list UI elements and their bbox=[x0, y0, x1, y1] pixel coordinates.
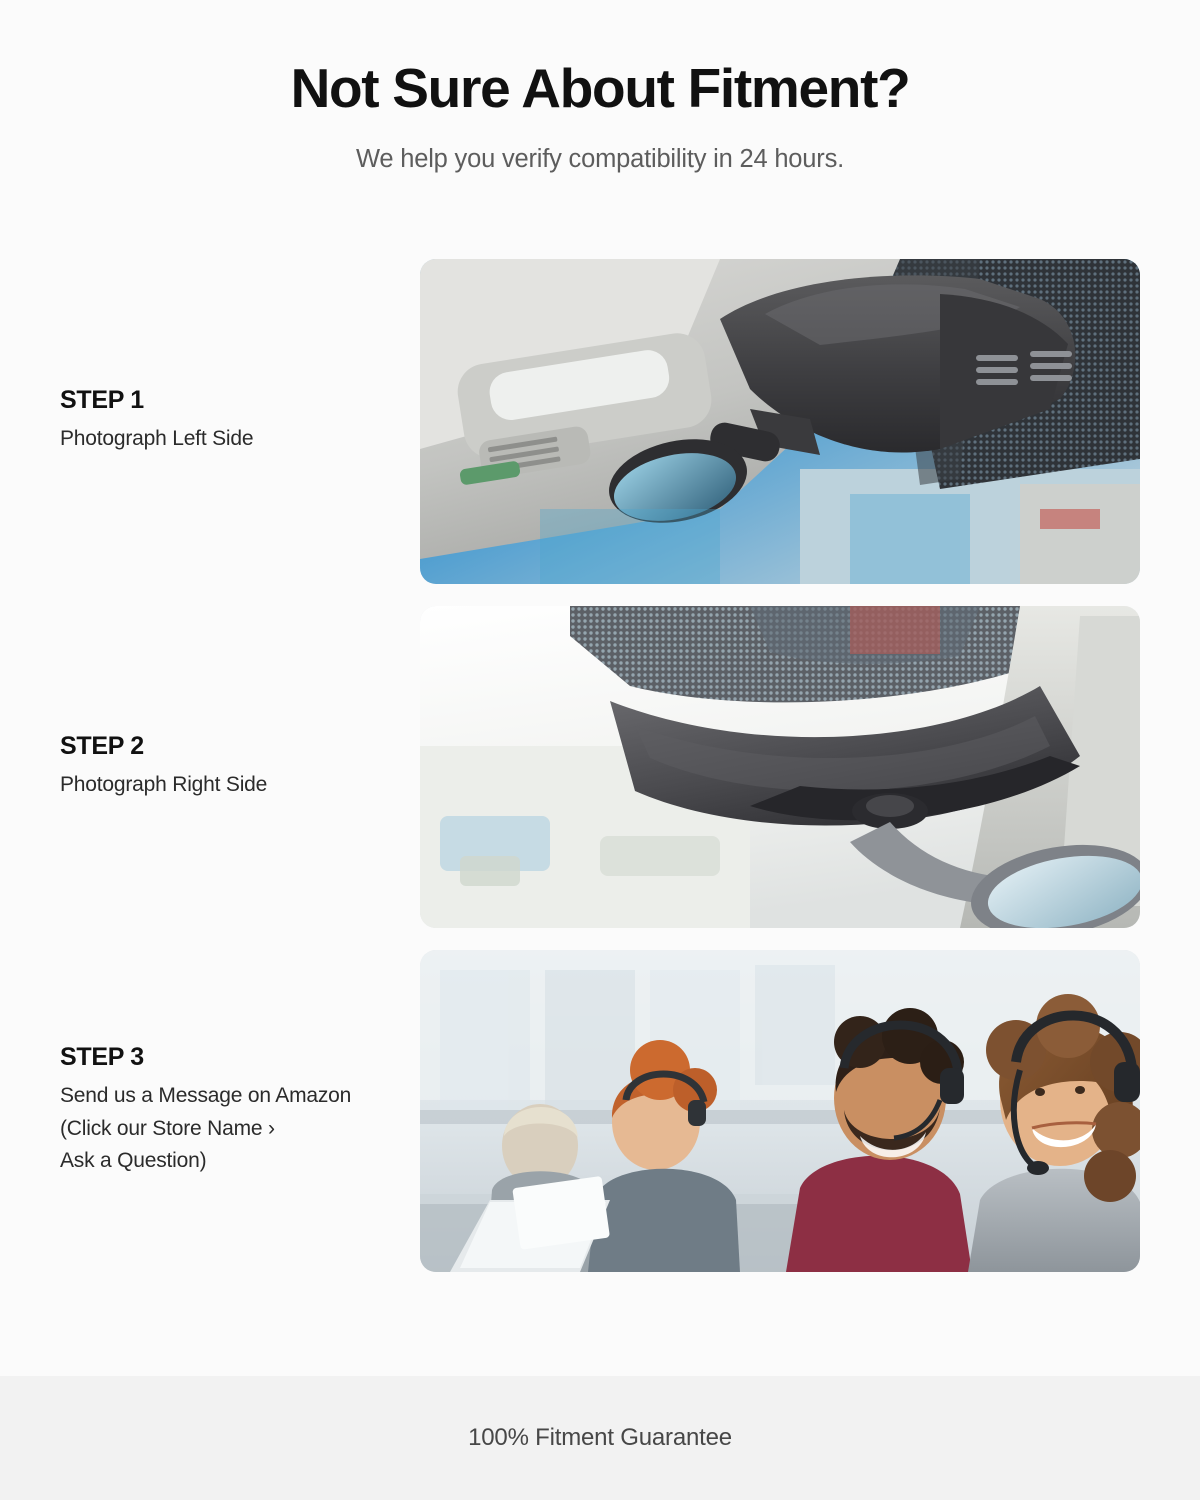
windshield-camera-left-illustration bbox=[420, 259, 1140, 584]
step-1-description: Photograph Left Side bbox=[60, 427, 254, 451]
step-3-description-line-1: Send us a Message on Amazon bbox=[60, 1084, 352, 1108]
step-row bbox=[60, 606, 1140, 928]
step-3-description bbox=[60, 1080, 410, 1178]
step-2-text bbox=[60, 732, 420, 802]
step-3-description-line-3: Ask a Question) bbox=[60, 1149, 207, 1173]
step-2-description: Photograph Right Side bbox=[60, 772, 268, 796]
step-2-image bbox=[420, 606, 1140, 928]
step-row bbox=[60, 259, 1140, 584]
page-subtitle: We help you verify compatibility in 24 hours. bbox=[355, 144, 844, 173]
step-3-label: STEP 3 bbox=[60, 1043, 144, 1072]
step-row bbox=[60, 950, 1140, 1272]
steps-section bbox=[0, 259, 1200, 1272]
step-3-text bbox=[60, 1043, 420, 1178]
step-3-description-line-2: (Click our Store Name › bbox=[60, 1116, 275, 1140]
page-title: Not Sure About Fitment? bbox=[290, 57, 910, 119]
windshield-camera-right-illustration bbox=[420, 606, 1140, 928]
step-3-image bbox=[420, 950, 1140, 1272]
support-team-illustration bbox=[420, 950, 1140, 1272]
step-2-label: STEP 2 bbox=[60, 731, 144, 760]
step-1-image bbox=[420, 259, 1140, 584]
fitment-guarantee-text: 100% Fitment Guarantee bbox=[468, 1424, 732, 1451]
step-1-text bbox=[60, 386, 420, 456]
footer-bar bbox=[0, 1376, 1200, 1500]
header bbox=[0, 0, 1200, 174]
step-1-label: STEP 1 bbox=[60, 386, 144, 415]
